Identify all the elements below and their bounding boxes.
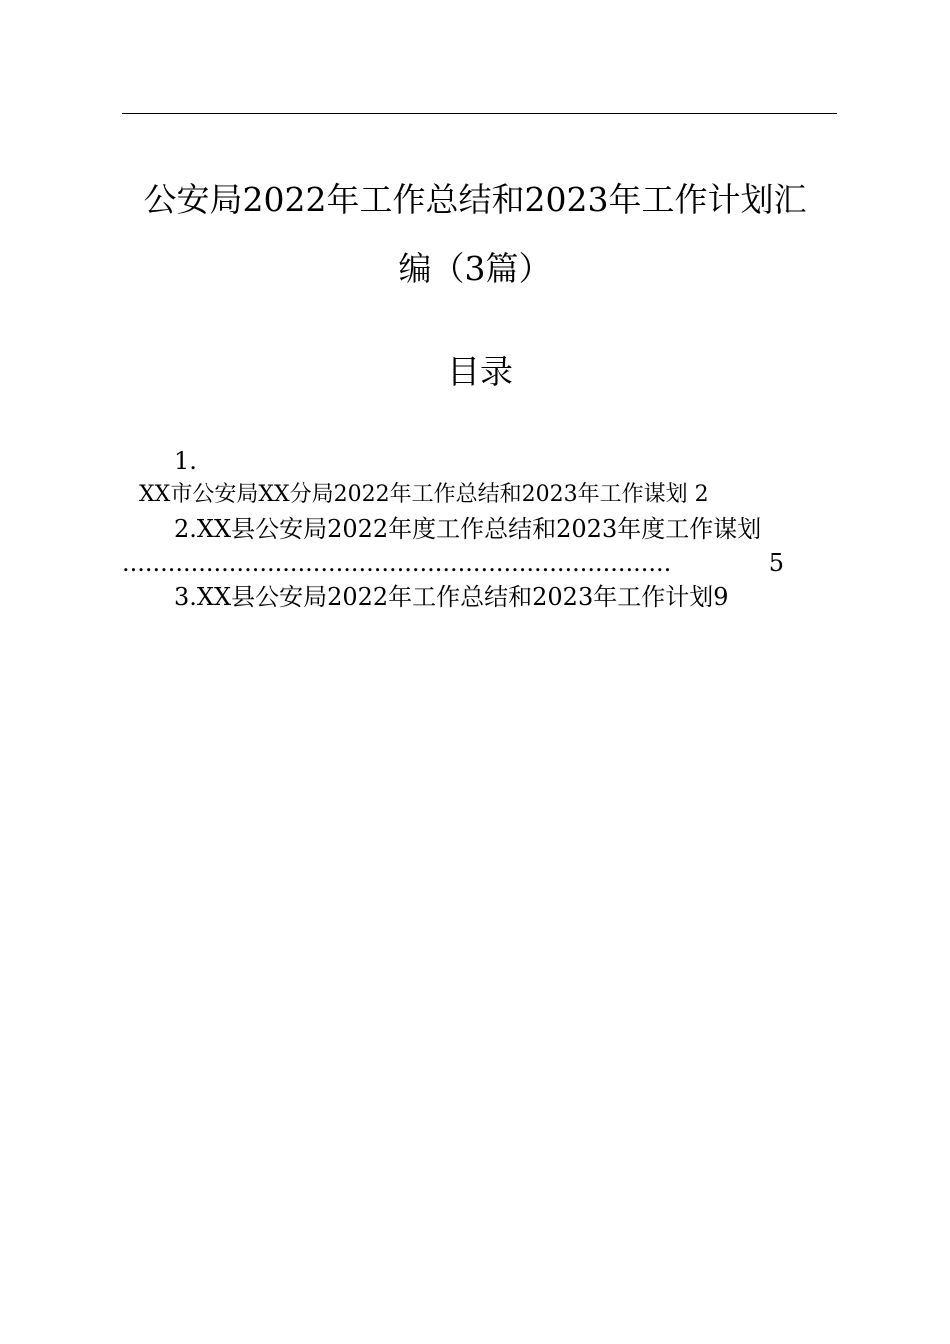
toc-entry-2-link[interactable]: 2.XX县公安局2022年度工作总结和2023年度工作谋划 bbox=[174, 515, 762, 543]
toc-entry-2-leader-row[interactable] bbox=[122, 548, 784, 578]
toc-entry-2-page-number: 5 bbox=[768, 549, 784, 577]
toc-entry-1-number[interactable]: 1. bbox=[174, 447, 197, 475]
toc-entry-1-link[interactable]: XX市公安局XX分局2022年工作总结和2023年工作谋划 2 bbox=[139, 482, 709, 507]
toc-entry-2-dot-leader: ........................................................................ bbox=[122, 549, 672, 577]
toc-heading: 目录 bbox=[447, 352, 513, 391]
document-title-line-1: 公安局2022年工作总结和2023年工作计划汇 bbox=[143, 180, 807, 219]
header-rule bbox=[122, 113, 837, 114]
toc-entry-3-link[interactable]: 3.XX县公安局2022年工作总结和2023年工作计划9 bbox=[174, 583, 729, 611]
document-title-line-2: 编（3篇） bbox=[398, 249, 552, 288]
